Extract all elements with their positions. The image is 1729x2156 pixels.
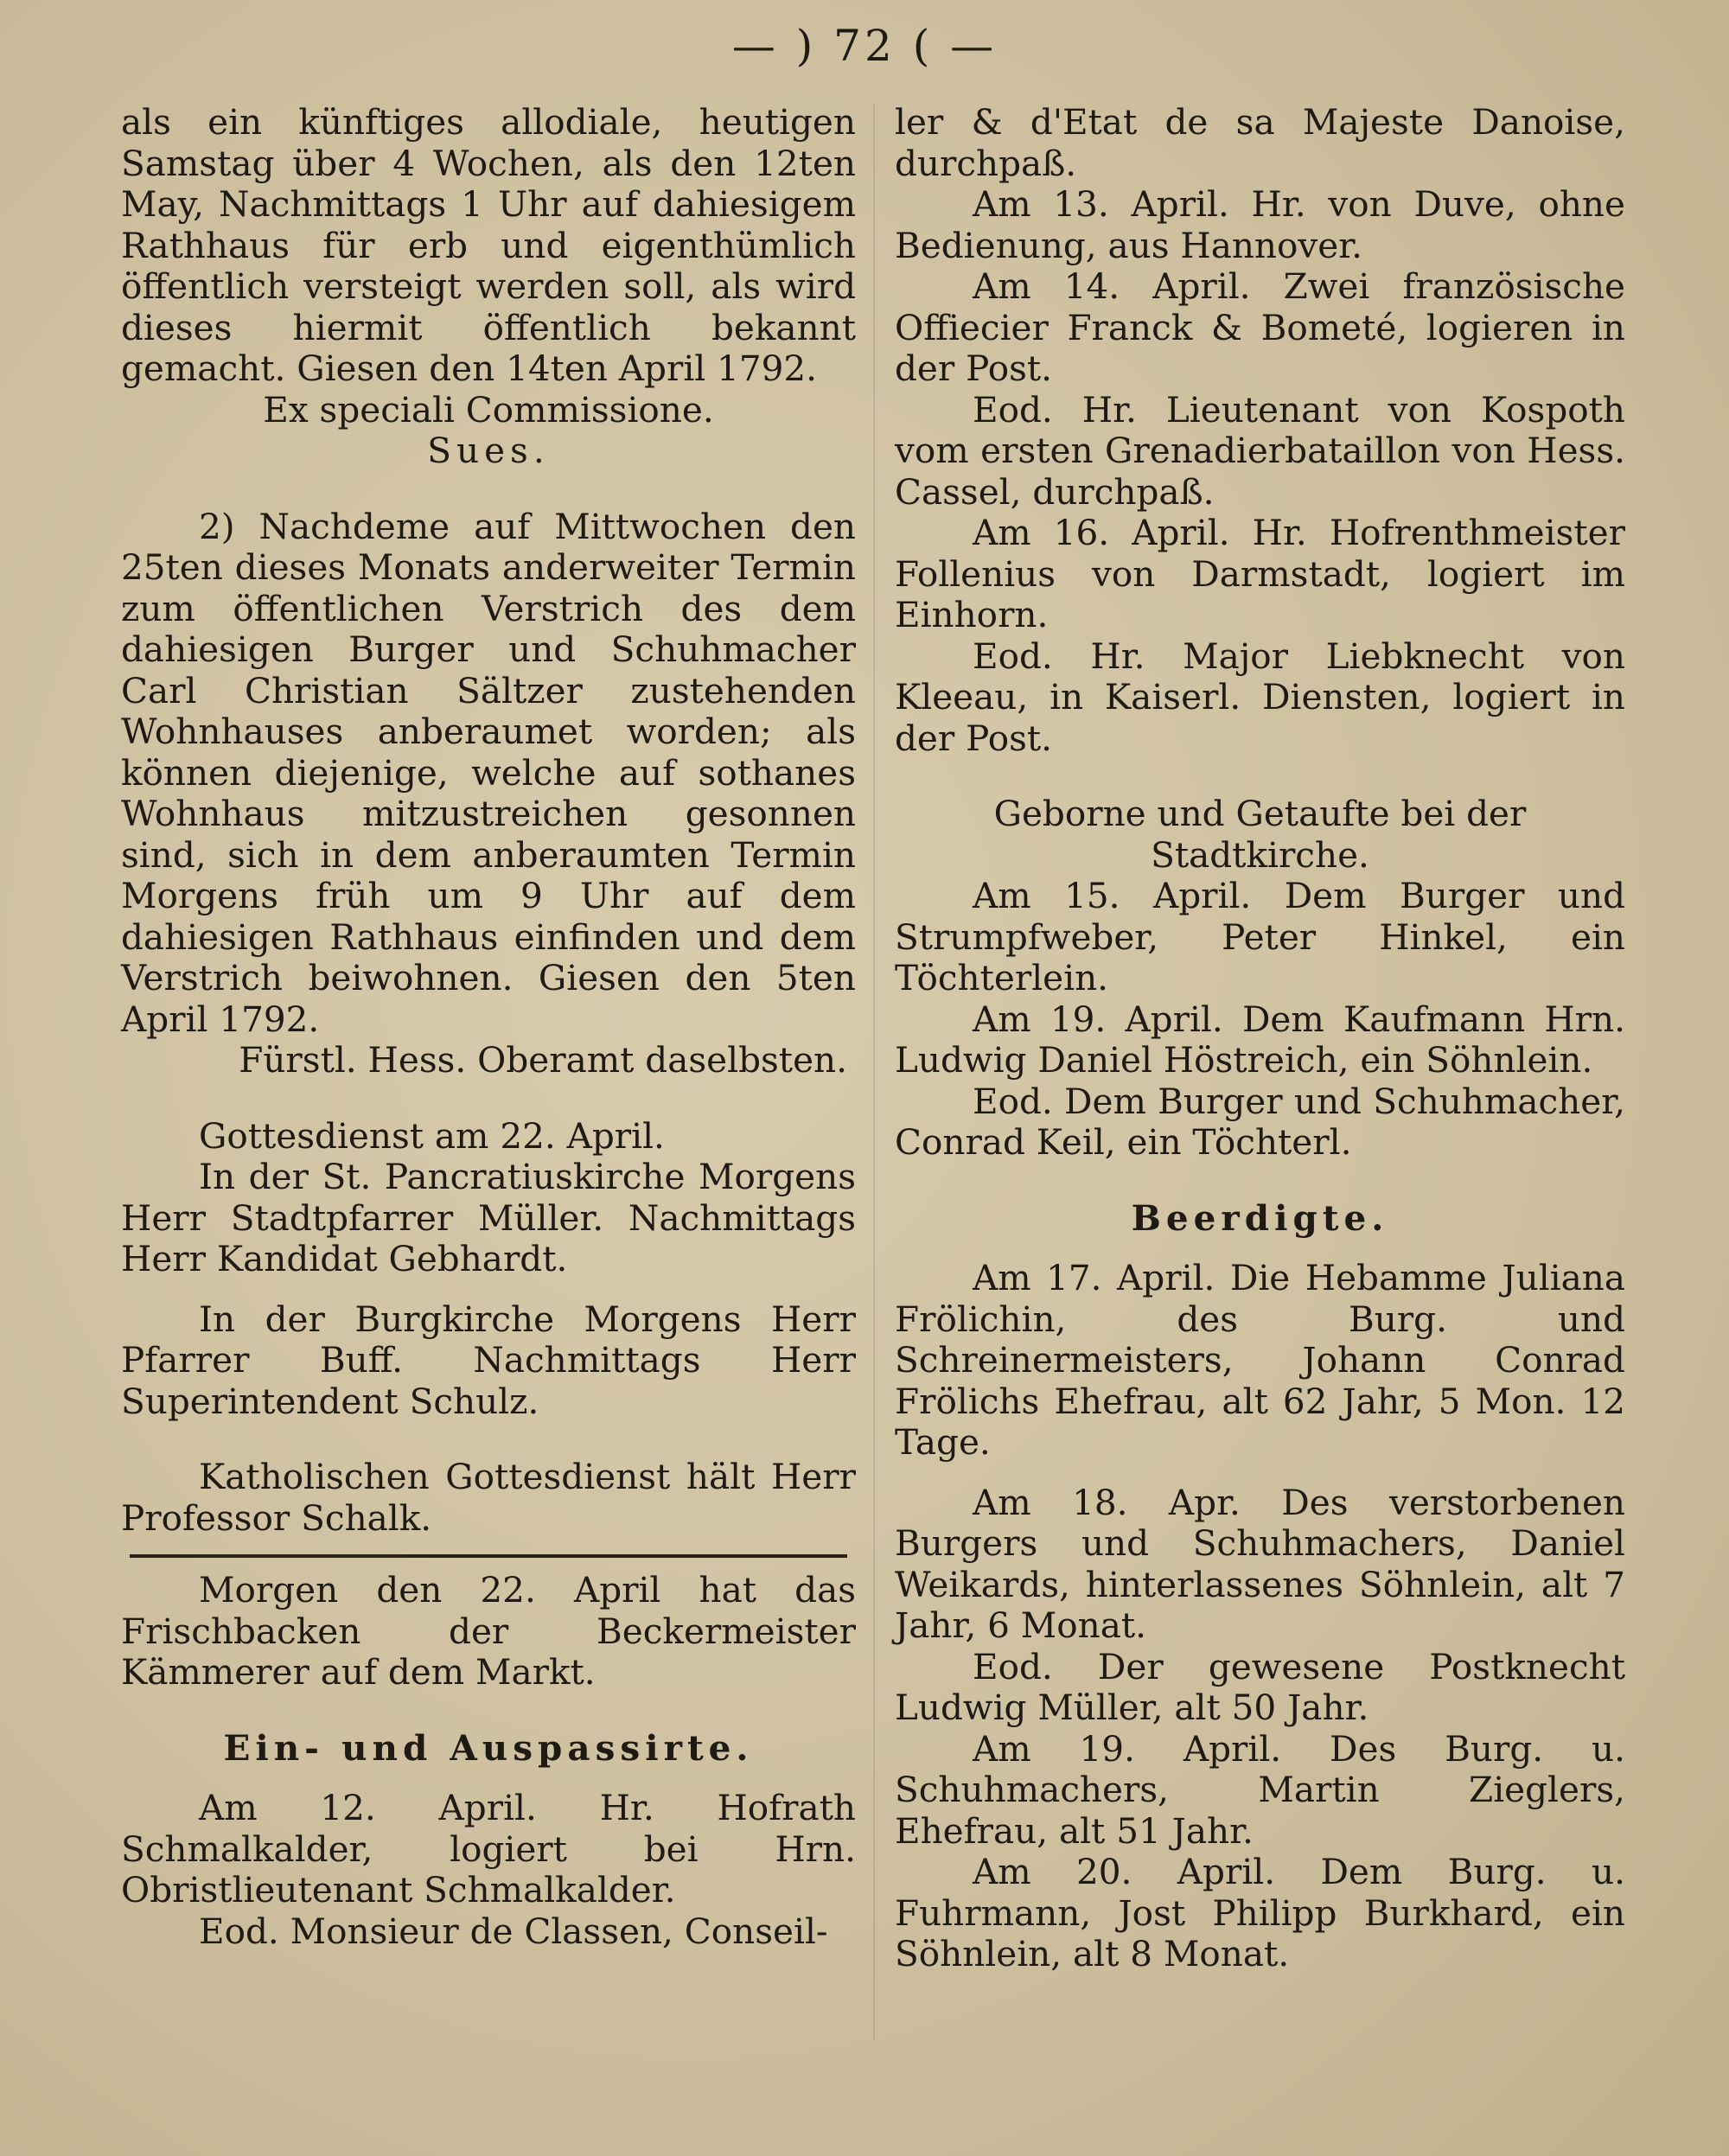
section-rule: [130, 1554, 847, 1558]
auction-notice-signature-commission: Ex speciali Commissione.: [263, 388, 714, 431]
house-auction-notice-text: 2) Nachdeme auf Mittwochen den 25ten dieses Monats anderweiter Termin zum öffentlichen Verstrich des dem dahiesigen Burger und Schuhmacher Carl Christian Sältzer zustehenden Wohnhauses anberaumet worden; als können diejenige, welche auf sothanes Wohnhaus mitzustreichen gesonnen sind, sich in dem anberaumten Termin Morgens früh um 9 Uhr auf dem dahiesigen Rathhaus einfinden und dem Verstrich beiwohnen. Giesen den 5ten April 1792.: [121, 505, 856, 1040]
birth-entry: Eod. Dem Burger und Schuhmacher, Conrad Keil, ein Töchterl.: [895, 1080, 1625, 1163]
burial-entry: Am 20. April. Dem Burg. u. Fuhrmann, Jost Philipp Burkhard, ein Söhnlein, alt 8 Monat.: [895, 1851, 1625, 1974]
service-pancratius-text: In der St. Pancratiuskirche Morgens Herr Stadtpfarrer Müller. Nachmittags Herr Kandidat Gebhardt.: [121, 1156, 856, 1279]
auction-notice-text: als ein künftiges allodiale, heutigen Samstag über 4 Wochen, als den 12ten May, Nachmittags 1 Uhr auf dahiesigem Rathhaus für erb und eigenthümlich öffentlich versteigt werden soll, als wird dieses hiermit öffentlich bekannt gemacht. Giesen den 14ten April 1792.: [121, 101, 856, 389]
burial-entry: Am 19. April. Des Burg. u. Schuhmachers, Martin Zieglers, Ehefrau, alt 51 Jahr.: [895, 1727, 1625, 1852]
house-auction-notice-signature: Fürstl. Hess. Oberamt daselbsten.: [239, 1039, 847, 1081]
column-divider: [873, 104, 875, 2040]
traveller-entry: Eod. Monsieur de Classen, Conseil-: [199, 1910, 828, 1952]
page-number-header: — ) 72 ( —: [731, 21, 998, 71]
birth-entry: Am 15. April. Dem Burger und Strumpfweber, Peter Hinkel, ein Töchterlein.: [895, 875, 1625, 998]
traveller-entry: Am 13. April. Hr. von Duve, ohne Bedienung, aus Hannover.: [895, 183, 1625, 266]
births-section-title: Geborne und Getaufte bei der Stadtkirche.: [993, 793, 1527, 876]
burial-entry: Eod. Der gewesene Postknecht Ludwig Müller, alt 50 Jahr.: [895, 1645, 1625, 1728]
auction-notice-signature-name: Sues.: [427, 430, 550, 471]
burial-entry: Am 18. Apr. Des verstorbenen Burgers und Schuhmachers, Daniel Weikards, hinterlassenes Söhnlein, alt 7 Jahr, 6 Monat.: [895, 1481, 1625, 1646]
service-burgkirche-text: In der Burgkirche Morgens Herr Pfarrer Buff. Nachmittags Herr Superintendent Schulz.: [121, 1298, 856, 1422]
travellers-section-title: Ein- und Auspassirte.: [223, 1726, 754, 1769]
right-column: [895, 102, 1625, 1975]
baking-notice-text: Morgen den 22. April hat das Frischbacken der Beckermeister Kämmerer auf dem Markt.: [121, 1569, 856, 1693]
traveller-entry: Am 12. April. Hr. Hofrath Schmalkalder, logiert bei Hrn. Obristlieutenant Schmalkalder.: [121, 1787, 856, 1910]
traveller-entry: Am 14. April. Zwei französische Offiecier Franck & Bometé, logieren in der Post.: [895, 265, 1625, 389]
service-catholic-text: Katholischen Gottesdienst hält Herr Professor Schalk.: [121, 1456, 856, 1539]
left-column: [121, 102, 856, 1952]
traveller-entry: Eod. Hr. Major Liebknecht von Kleeau, in Kaiserl. Diensten, logiert in der Post.: [895, 635, 1625, 759]
burial-entry: Am 17. April. Die Hebamme Juliana Frölichin, des Burg. und Schreinermeisters, Johann Conrad Frölichs Ehefrau, alt 62 Jahr, 5 Mon. 12 Tage.: [895, 1257, 1625, 1463]
birth-entry: Am 19. April. Dem Kaufmann Hrn. Ludwig Daniel Höstreich, ein Söhnlein.: [895, 998, 1625, 1081]
traveller-entry: Eod. Hr. Lieutenant von Kospoth vom ersten Grenadierbataillon von Hess. Cassel, durchpaß.: [895, 388, 1625, 513]
service-section-title: Gottesdienst am 22. April.: [199, 1114, 665, 1157]
traveller-entry: Am 16. April. Hr. Hofrenthmeister Follenius von Darmstadt, logiert im Einhorn.: [895, 512, 1625, 635]
burials-section-title: Beerdigte.: [1131, 1196, 1389, 1239]
traveller-entry: ler & d'Etat de sa Majeste Danoise, durchpaß.: [895, 101, 1625, 184]
